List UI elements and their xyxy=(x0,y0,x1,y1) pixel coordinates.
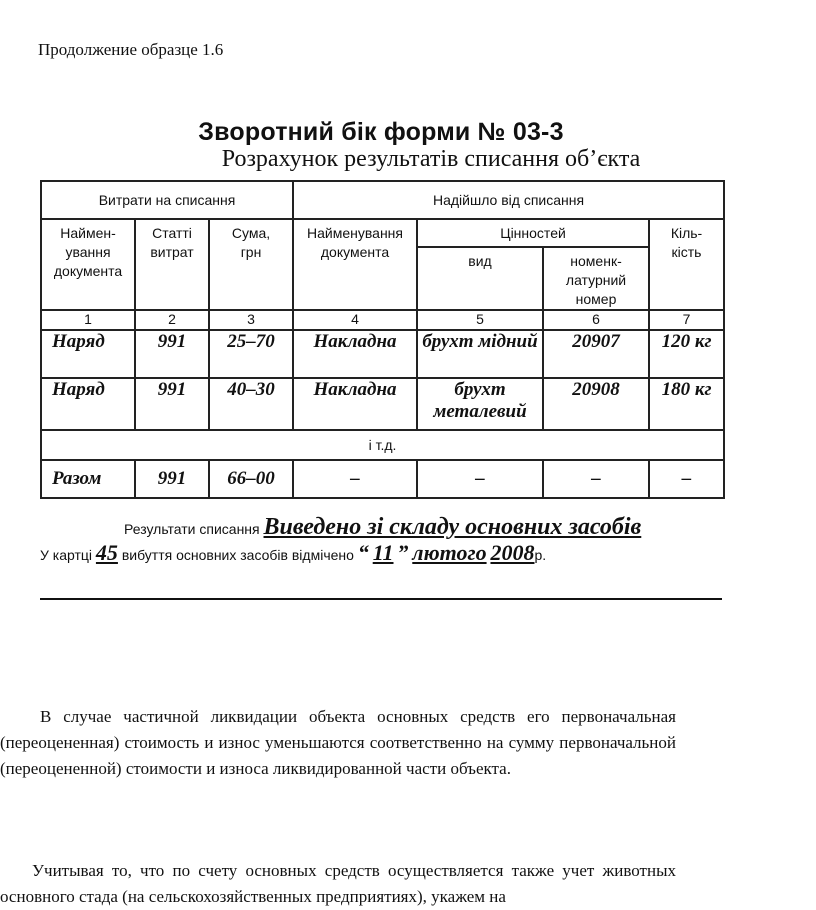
form-subtitle: Розрахунок результатів списання об’єкта xyxy=(221,146,641,172)
total-quantity: – xyxy=(649,460,724,498)
card-note-line xyxy=(40,540,722,566)
write-off-results-line xyxy=(124,514,806,541)
date-close-quote: ” xyxy=(397,540,409,565)
row-cost-item: 991 xyxy=(135,330,209,378)
column-number: 1 xyxy=(41,310,135,330)
row-doc: Наряд xyxy=(41,378,135,430)
col-doc-name2-header: Найменування документа xyxy=(293,219,417,310)
table-row xyxy=(41,378,724,430)
row-kind: брухт мідний xyxy=(417,330,543,378)
row-amount: 25–70 xyxy=(209,330,293,378)
col-cost-items-header: Статті витрат xyxy=(135,219,209,310)
date-month: лютого xyxy=(412,540,487,565)
total-item-number: – xyxy=(543,460,649,498)
column-number: 2 xyxy=(135,310,209,330)
values-group-header: Цінностей xyxy=(417,219,649,247)
date-year: 2008 xyxy=(490,540,535,565)
date-day: 11 xyxy=(372,540,394,565)
column-header-row xyxy=(41,219,724,247)
row-quantity: 180 кг xyxy=(649,378,724,430)
col-kind-header: вид xyxy=(417,247,543,310)
total-label: Разом xyxy=(41,460,135,498)
document-caption: Продолжение образце 1.6 xyxy=(38,40,224,59)
costs-group-header: Витрати на списання xyxy=(41,181,293,219)
row-amount: 40–30 xyxy=(209,378,293,430)
row-doc2: Накладна xyxy=(293,378,417,430)
total-amount: 66–00 xyxy=(209,460,293,498)
column-number: 6 xyxy=(543,310,649,330)
total-kind: – xyxy=(417,460,543,498)
column-number: 4 xyxy=(293,310,417,330)
col-doc-name-header: Найменування документа xyxy=(41,219,135,310)
row-kind: брухт металевий xyxy=(417,378,543,430)
row-doc2: Накладна xyxy=(293,330,417,378)
card-middle-text: вибуття основних засобів відмічено xyxy=(121,547,354,563)
received-group-header: Надійшло від списання xyxy=(293,181,724,219)
column-number: 3 xyxy=(209,310,293,330)
card-prefix: У картці xyxy=(40,547,93,563)
column-number: 7 xyxy=(649,310,724,330)
column-number-row xyxy=(41,310,724,330)
row-quantity: 120 кг xyxy=(649,330,724,378)
col-quantity-header: Кількість xyxy=(649,219,724,310)
row-item-number: 20907 xyxy=(543,330,649,378)
body-paragraph-2: Учитывая то, что по счету основных средств осуществляется также учет животных основного стада (на сельскохозяйственных предприятиях), укажем на xyxy=(0,861,676,906)
row-item-number: 20908 xyxy=(543,378,649,430)
group-header-row xyxy=(41,181,724,219)
card-number: 45 xyxy=(95,540,118,565)
date-open-quote: “ xyxy=(357,540,369,565)
row-cost-item: 991 xyxy=(135,378,209,430)
etc-row xyxy=(41,430,724,460)
total-doc2: – xyxy=(293,460,417,498)
etc-cell: і т.д. xyxy=(41,430,724,460)
col-item-number-header: номенклатурний номер xyxy=(543,247,649,310)
signature-rule xyxy=(40,598,722,600)
total-cost-item: 991 xyxy=(135,460,209,498)
column-number: 5 xyxy=(417,310,543,330)
date-suffix: р. xyxy=(534,547,547,563)
write-off-table xyxy=(40,180,725,499)
total-row xyxy=(41,460,724,498)
col-amount-header: Сума, грн xyxy=(209,219,293,310)
table-row xyxy=(41,330,724,378)
results-value: Виведено зі складу основних засобів xyxy=(263,514,642,540)
body-paragraph-1: В случае частичной ликвидации объекта основных средств его первоначальная (переоцененная) стоимость и износ уменьшаются соответственно на сумму первоначальной (переоцененной) стоимости и износа ликвидированной части объекта. xyxy=(0,707,676,778)
form-title: Зворотний бік форми № 03-3 xyxy=(198,118,564,146)
results-label: Результати списання xyxy=(124,521,260,537)
row-doc: Наряд xyxy=(41,330,135,378)
